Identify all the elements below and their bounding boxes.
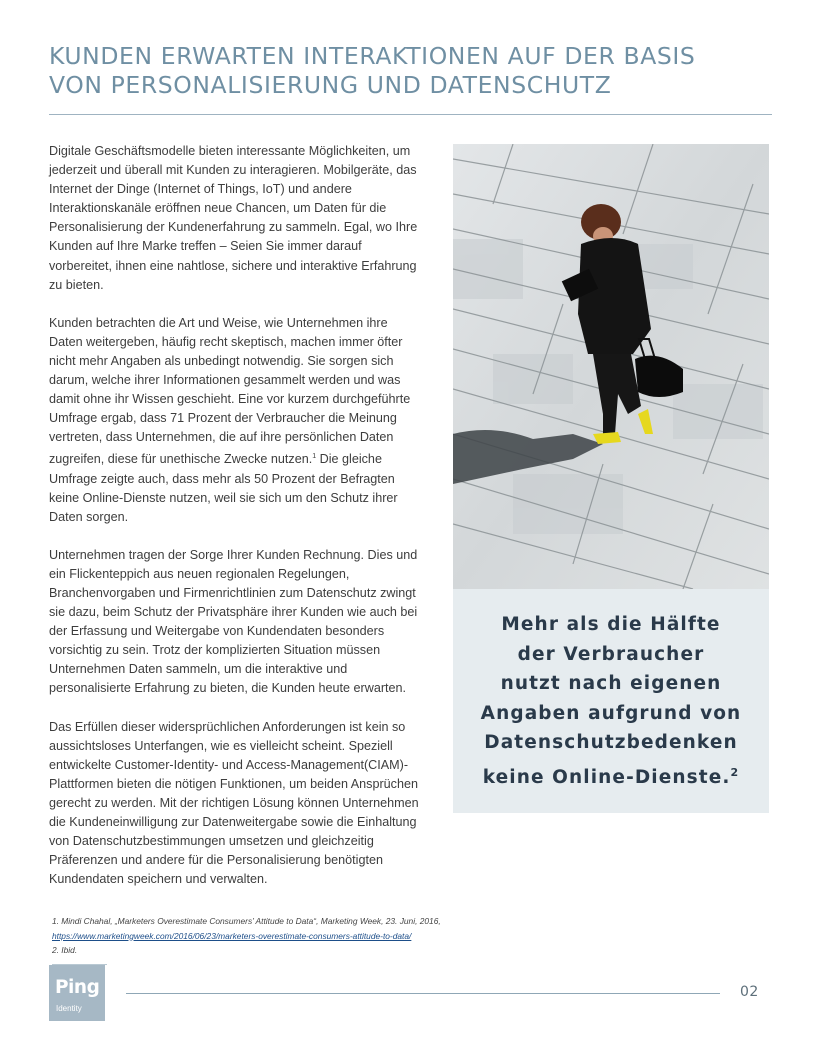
page-title-line-1: KUNDEN ERWARTEN INTERAKTIONEN AUF DER BASIS (49, 42, 696, 70)
body-text-column (49, 142, 421, 908)
title-divider (49, 114, 772, 115)
footnote-ref-1[interactable]: 1 (312, 453, 317, 461)
body-paragraph-3: Unternehmen tragen der Sorge Ihrer Kunden Rechnung. Dies und ein Flickenteppich aus neuen regionalen Regelungen, Branchenvorgaben und Firmenrichtlinien zum Datenschutz zwingt sie dazu, beim Schutz der Privatsphäre ihrer Kunden wie auch bei der Erfassung und Weitergabe von Kundendaten besonders vorsichtig zu sein. Trotz der komplizierten Situation müssen Unternehmen Daten sammeln, um die interaktive und personalisierte Erfahrung zu bieten, die Kunden heute erwarten. (49, 547, 418, 696)
ping-identity-logo (49, 965, 105, 1021)
footnote-2: 2. Ibid. (52, 945, 78, 955)
callout-text: Mehr als die Hälfte der Verbraucher nutzt nach eigenen Angaben aufgrund von Datenschutzbedenken keine Online-Dienste.$^2$ (480, 614, 742, 788)
body-paragraph-1: Digitale Geschäftsmodelle bieten interessante Möglichkeiten, um jederzeit und überall mit Kunden zu interagieren. Mobilgeräte, das Internet der Dinge (Internet of Things, IoT) und andere Interaktionskanäle eröffnen neue Chancen, um Daten für die Personalisierung der Kundenerfahrung zu sammeln. Egal, wo Ihre Kunden auf Ihre Marke treffen – Seien Sie immer darauf vorbereitet, ihnen eine nahtlose, sichere und interaktive Erfahrung zu bieten. (49, 144, 418, 292)
page-title (49, 42, 779, 100)
photo-illustration (453, 144, 769, 589)
footnote-ref-2[interactable]: 2 (730, 765, 740, 779)
page-title-line-2: VON PERSONALISIERUNG UND DATENSCHUTZ (49, 71, 612, 99)
body-paragraph-4: Das Erfüllen dieser widersprüchlichen Anforderungen ist kein so aussichtsloses Unterfangen, wie es vielleicht scheint. Speziell entwickelte Customer-Identity- und Access-Management(CIAM)-Plattformen bieten die nötigen Funktionen, um beiden Ansprüchen gerecht zu werden. Mit der richtigen Lösung können Unternehmen die Kundeneinwilligung zur Datenweitergabe sowie die Einhaltung von Datenschutzbestimmungen umsetzen und gleichzeitig Präferenzen und andere für die Personalisierung benötigten Kundendaten speichern und verwalten. (49, 719, 419, 887)
footnote-1: 1. Mindi Chahal, „Marketers Overestimate Consumers’ Attitude to Data“, Marketing Week, 23. Juni, 2016, (52, 916, 441, 926)
footer-divider (126, 993, 720, 994)
logo-subtitle: Identity (56, 1004, 82, 1013)
footnotes (52, 914, 472, 958)
footnote-1-link[interactable]: https://www.marketingweek.com/2016/06/23/marketers-overestimate-consumers-attitude-to-data/ (52, 930, 412, 941)
photo-woman-walking (453, 144, 769, 589)
callout-quote-box (453, 589, 769, 813)
page-number: 02 (740, 984, 759, 1000)
logo-wordmark: Ping (55, 977, 100, 998)
body-paragraph-2: Kunden betrachten die Art und Weise, wie Unternehmen ihre Daten weitergeben, häufig recht skeptisch, machen immer öfter nicht mehr Angaben als unbedingt notwendig. Sie sorgen sich darum, welche ihrer Informationen gesammelt werden und was damit ohne ihr Wissen geschieht. Eine vor kurzem durchgeführte Umfrage ergab, dass 71 Prozent der Verbraucher die Meinung vertreten, dass Unternehmen, die auf ihre persönlichen Daten zugreifen, diese für unethische Zwecke nutzen.$^1$ Die gleiche Umfrage zeigte auch, dass mehr als 50 Prozent der Befragten keine Online-Dienste nutzen, weil sie sich um den Schutz ihrer Daten sorgen. (49, 315, 411, 524)
